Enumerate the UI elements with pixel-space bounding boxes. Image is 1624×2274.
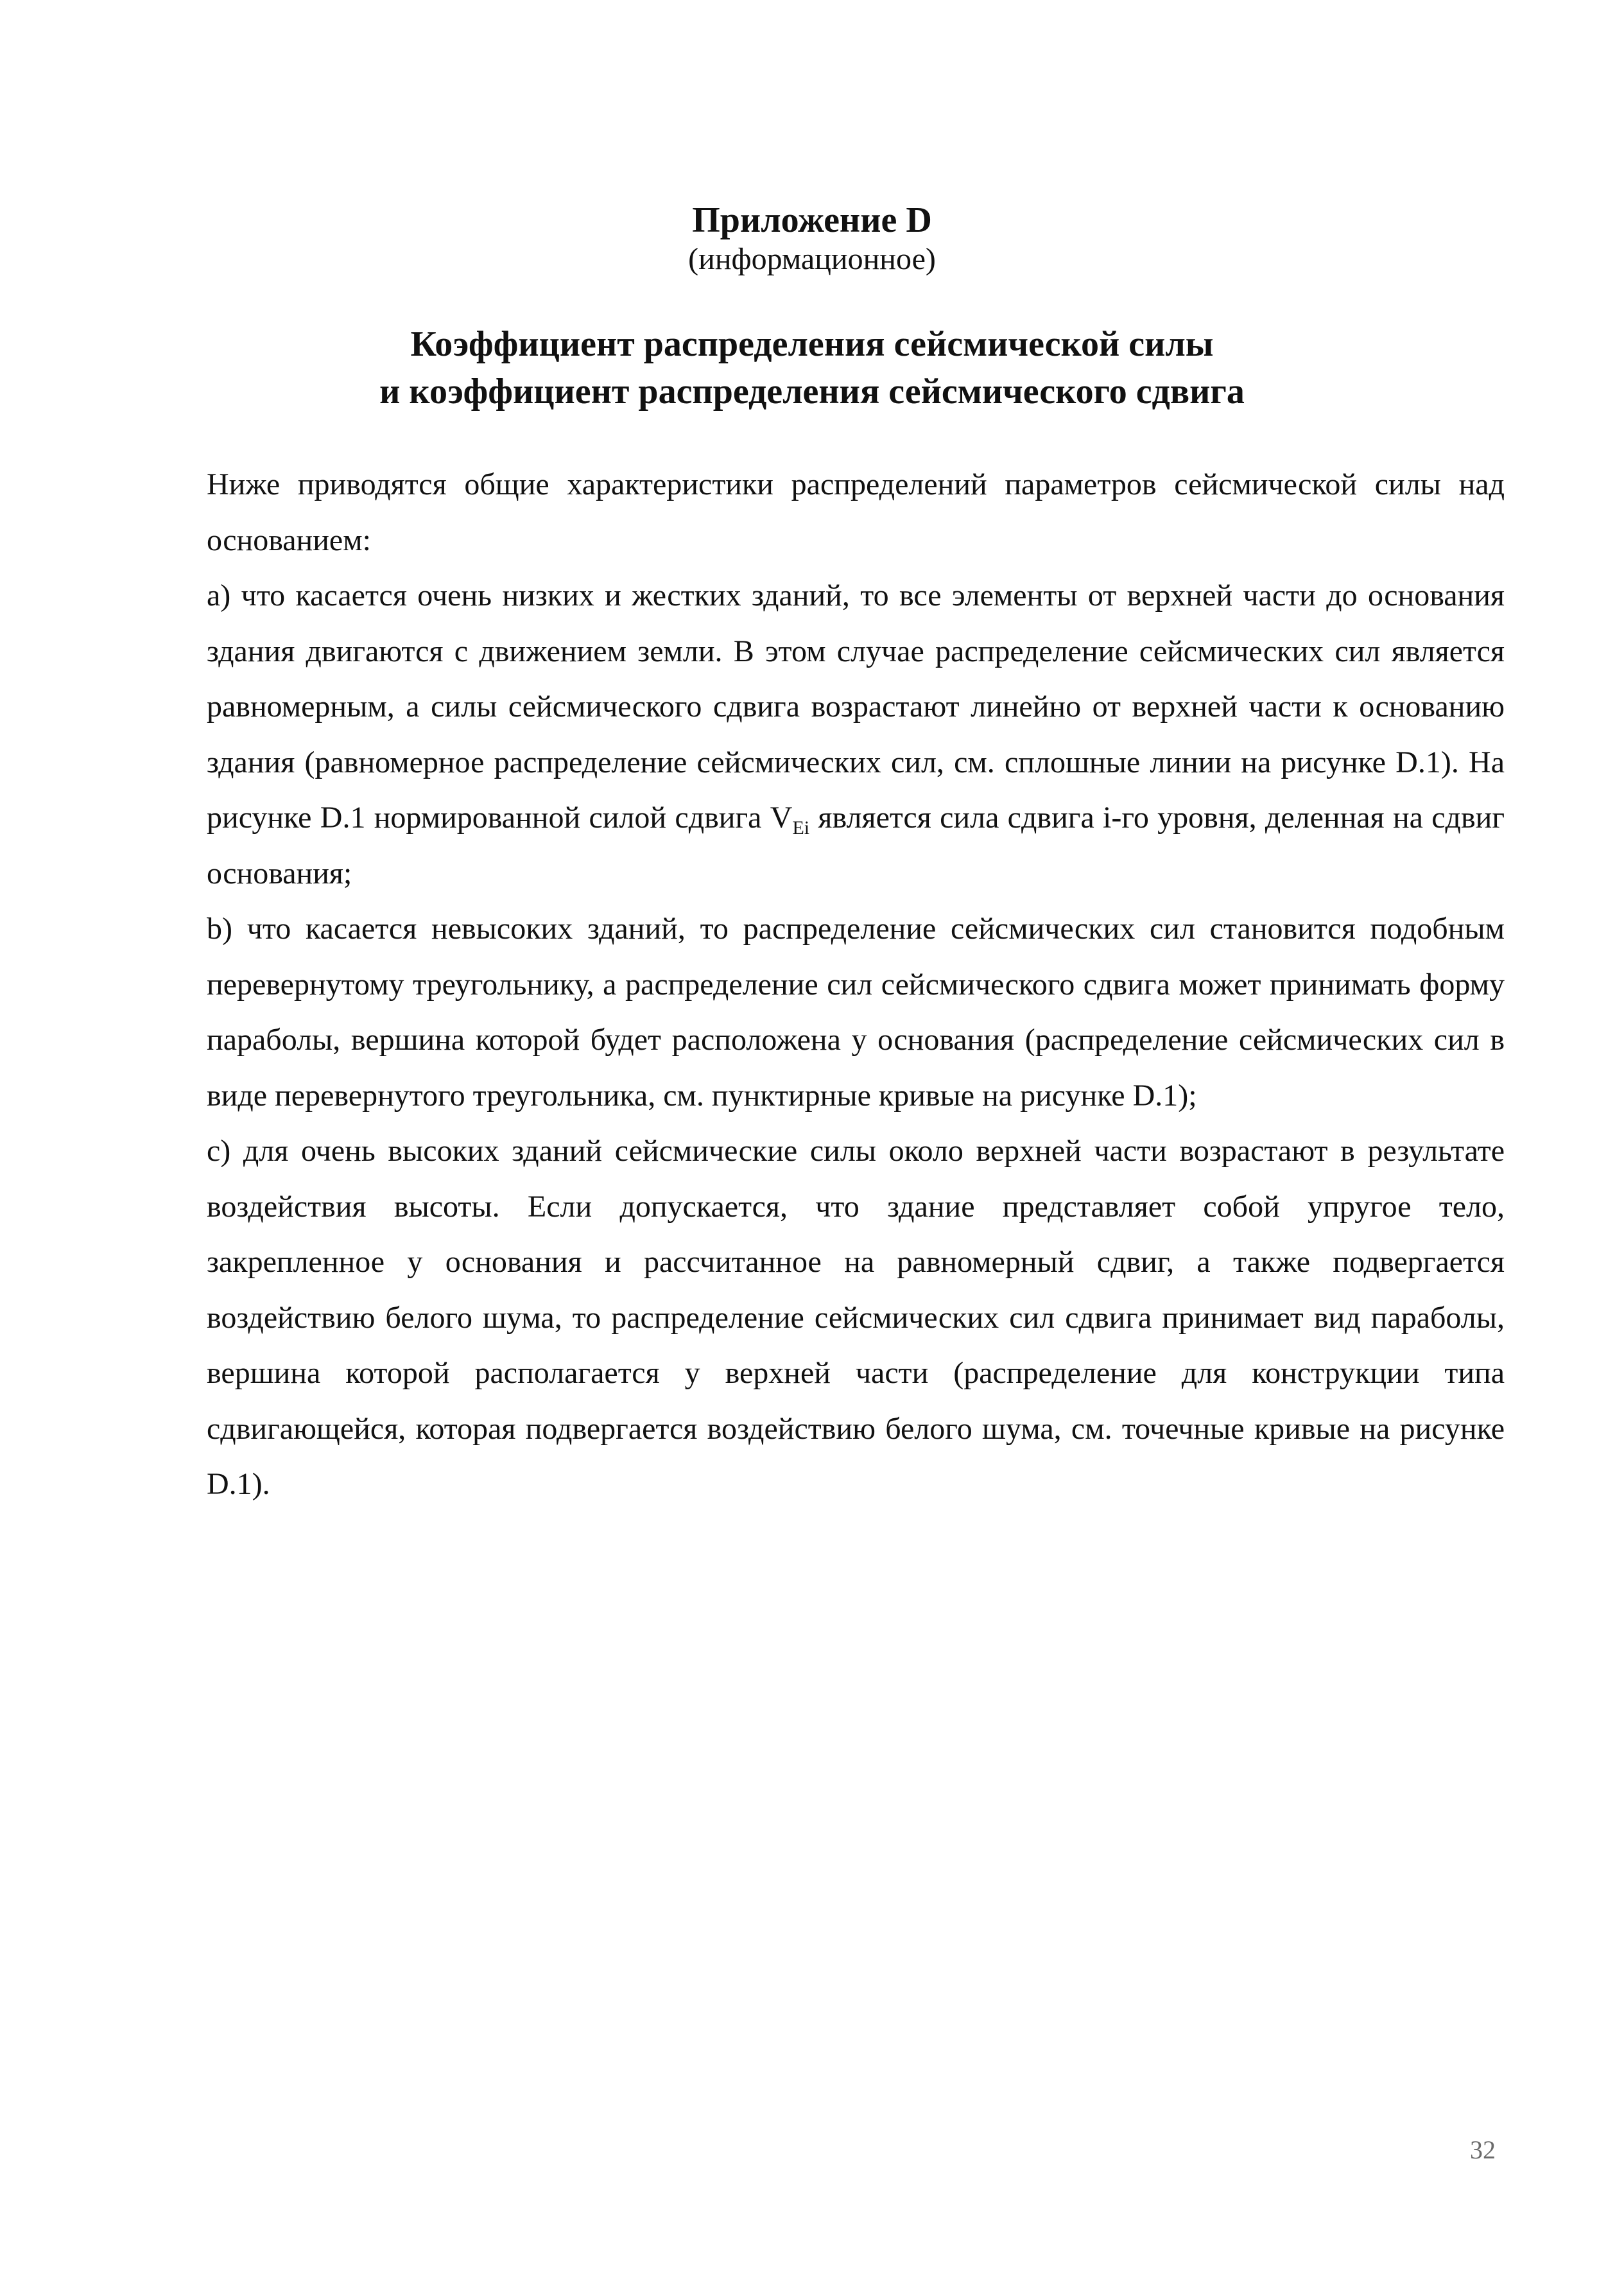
section-title-line-2: и коэффициент распределения сейсмического сдвига	[379, 372, 1245, 412]
body-text	[207, 457, 1505, 1513]
item-a-subscript: Ei	[792, 817, 810, 838]
item-a-text-start: а) что касается очень низких и жестких зданий, то все элементы от верхней части до основания здания двигаются с движением земли. В этом случае распределение сейсмических сил является равномерным, а силы сейсмического сдвига возрастают линейно от верхней части к основанию здания (равномерное распределение сейсмических сил, см. сплошные линии на рисунке D.1). На рисунке D.1 нормированной силой сдвига V	[207, 578, 1505, 835]
item-b-paragraph: b) что касается невысоких зданий, то распределение сейсмических сил становится подобным перевернутому треугольнику, а распределение сил сейсмического сдвига может принимать форму параболы, вершина которой будет расположена у основания (распределение сейсмических сил в виде перевернутого треугольника, см. пунктирные кривые на рисунке D.1);	[207, 912, 1505, 1113]
section-title-line-1: Коэффициент распределения сейсмической силы	[410, 324, 1214, 364]
item-a-text-end: является сила сдвига i-го уровня, деленная на сдвиг основания;	[207, 801, 1505, 890]
page-number: 32	[1470, 2135, 1496, 2164]
item-c-paragraph: с) для очень высоких зданий сейсмические силы около верхней части возрастают в результате воздействия высоты. Если допускается, что здание представляет собой упругое тело, закрепленное у основания и рассчитанное на равномерный сдвиг, а также подвергается воздействию белого шума, то распределение сейсмических сил сдвига принимает вид параболы, вершина которой располагается у верхней части (распределение для конструкции типа сдвигающейся, которая подвергается воздействию белого шума, см. точечные кривые на рисунке D.1).	[207, 1134, 1505, 1501]
intro-paragraph: Ниже приводятся общие характеристики распределений параметров сейсмической силы над основанием:	[207, 467, 1505, 557]
appendix-title: Приложение D	[692, 200, 932, 240]
item-a-paragraph	[207, 568, 1505, 901]
appendix-subtitle: (информационное)	[688, 242, 936, 276]
